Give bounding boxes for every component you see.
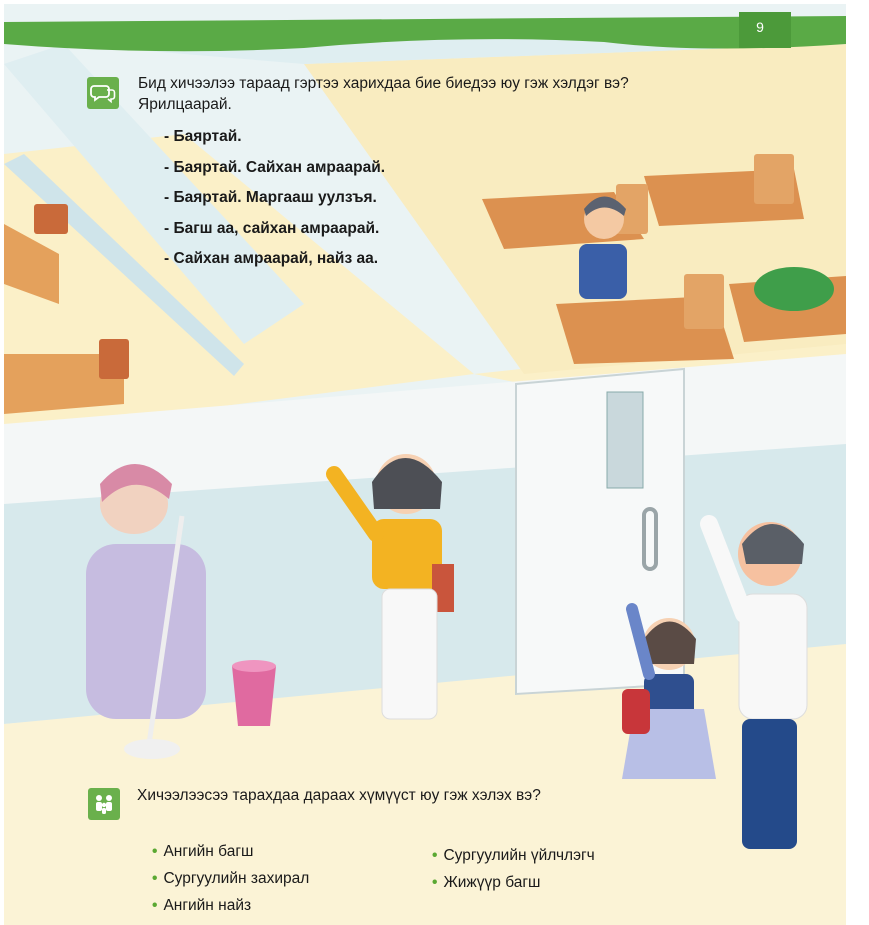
group-of-people-icon	[88, 788, 120, 820]
people-list-left	[152, 838, 309, 919]
list-item: • Жижүүр багш	[432, 874, 541, 891]
dialog-line: - Багш аа, сайхан амраарай.	[164, 219, 380, 237]
dialog-line: - Баяртай. Маргааш уулзъя.	[164, 189, 377, 206]
list-item: • Ангийн найз	[152, 897, 252, 914]
dialog-line: - Баяртай. Сайхан амраарай.	[164, 158, 386, 176]
dialog-line: - Баяртай.	[164, 128, 242, 145]
list-item: • Сургуулийн үйлчлэгч	[432, 847, 595, 864]
discussion-question: Бид хичээлээ тараад гэртээ харихдаа бие биедээ юу гэж хэлдэг вэ? Ярилцаарай.	[138, 75, 629, 113]
activity-question: Хичээлээсээ тарахдаа дараах хүмүүст юу гэж хэлэх вэ?	[137, 787, 541, 804]
dialog-line: - Сайхан амраарай, найз аа.	[164, 250, 379, 267]
page-number: 9	[756, 19, 764, 35]
speech-bubbles-icon	[87, 77, 119, 109]
farewell-dialog-list	[164, 122, 385, 275]
people-list-right	[432, 842, 595, 896]
list-item: • Сургуулийн захирал	[152, 870, 310, 887]
list-item: • Ангийн багш	[152, 843, 254, 860]
